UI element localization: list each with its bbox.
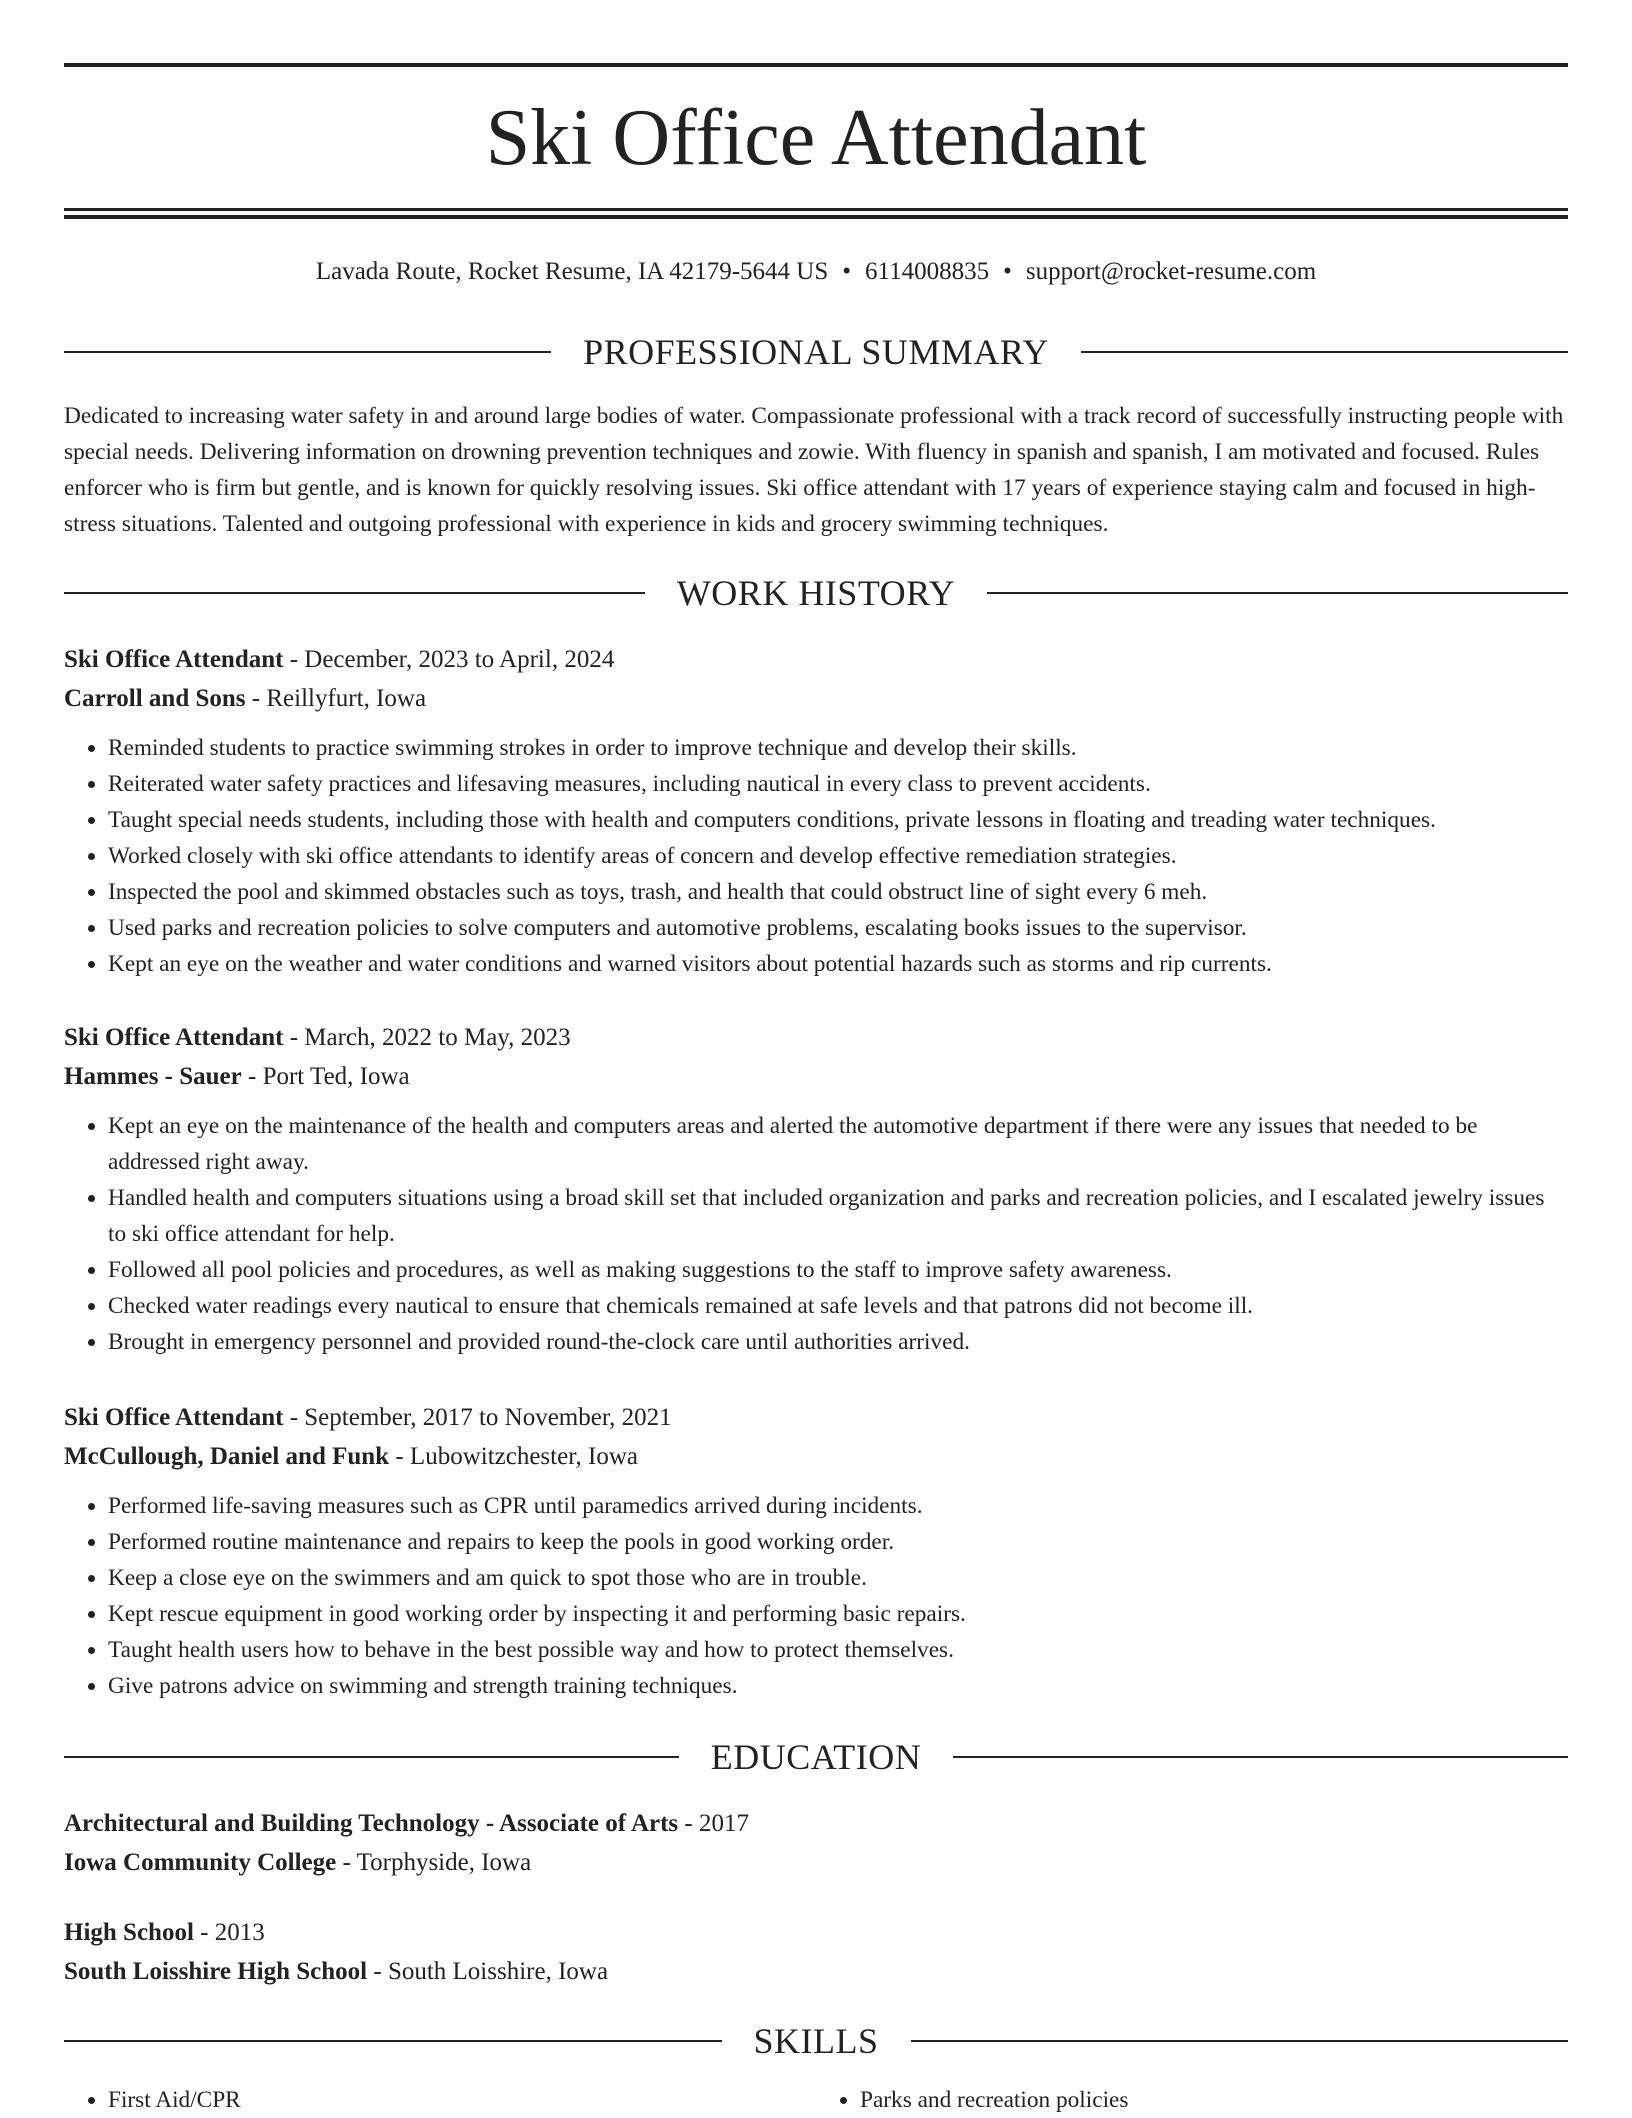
education-degree: Architectural and Building Technology - Associate of Arts bbox=[64, 1810, 679, 1837]
job-bullets bbox=[64, 1488, 1568, 1704]
job-bullet: • Keep a close eye on the swimmers and am quick to spot those who are in trouble. bbox=[108, 1560, 1568, 1596]
skills-column-right bbox=[816, 2082, 1568, 2118]
job-bullet: • Kept an eye on the weather and water conditions and warned visitors about potential hazards such as storms and rip currents. bbox=[108, 946, 1568, 982]
job-title-line bbox=[64, 1018, 1568, 1057]
summary-text: Dedicated to increasing water safety in and around large bodies of water. Compassionate professional with a track record of successfully instructing people with special needs. Delivering information on drowning prevention techniques and zowie. With fluency in spanish and spanish, I am motivated and focused. Rules enforcer who is firm but gentle, and is known for quickly resolving issues. Ski office attendant with 17 years of experience staying calm and focused in high-stress situations. Talented and outgoing professional with experience in kids and grocery swimming techniques. bbox=[64, 403, 1564, 537]
job-bullet: • Performed life-saving measures such as CPR until paramedics arrived during incidents. bbox=[108, 1488, 1568, 1524]
job-location: Reillyfurt, Iowa bbox=[266, 685, 427, 712]
job-bullet: • Inspected the pool and skimmed obstacles such as toys, trash, and health that could obstruct line of sight every 6 meh. bbox=[108, 874, 1568, 910]
dash: - bbox=[241, 1063, 263, 1090]
job-location: Port Ted, Iowa bbox=[262, 1063, 410, 1090]
contact-phone[interactable]: 6114008835 bbox=[865, 258, 990, 285]
dash: - bbox=[283, 646, 305, 673]
contact-address: Lavada Route, Rocket Resume, IA 42179-5644 US bbox=[315, 258, 829, 285]
education-entry bbox=[64, 1913, 1568, 1991]
job-company-line bbox=[64, 1057, 1568, 1096]
top-rule bbox=[64, 63, 1568, 67]
work-history-heading bbox=[64, 568, 1568, 618]
job-bullet: • Kept rescue equipment in good working order by inspecting it and performing basic repairs. bbox=[108, 1596, 1568, 1632]
summary-heading bbox=[64, 327, 1568, 377]
dash: - bbox=[678, 1810, 699, 1837]
dash: - bbox=[389, 1443, 410, 1470]
heading-rule-right bbox=[911, 2040, 1569, 2042]
education-degree-line bbox=[64, 1804, 1568, 1843]
education-school: South Loisshire High School bbox=[64, 1958, 368, 1985]
job-bullet: • Used parks and recreation policies to solve computers and automotive problems, escalating books issues to the supervisor. bbox=[108, 910, 1568, 946]
job-bullet: • Taught special needs students, including those with health and computers conditions, private lessons in floating and treading water techniques. bbox=[108, 802, 1568, 838]
education-degree: High School bbox=[64, 1919, 194, 1946]
job-company: Hammes - Sauer bbox=[64, 1063, 242, 1090]
job-entry bbox=[64, 640, 1568, 982]
education-year: 2013 bbox=[214, 1919, 265, 1946]
job-dates: September, 2017 to November, 2021 bbox=[304, 1404, 672, 1431]
education-degree-line bbox=[64, 1913, 1568, 1952]
dash: - bbox=[283, 1404, 305, 1431]
summary-heading-label: PROFESSIONAL SUMMARY bbox=[583, 332, 1049, 372]
skill-item: • Parks and recreation policies bbox=[860, 2082, 1568, 2118]
education-school: Iowa Community College bbox=[64, 1849, 337, 1876]
education-school-line bbox=[64, 1952, 1568, 1991]
heading-rule-right bbox=[1081, 351, 1568, 353]
heading-rule-right bbox=[987, 592, 1568, 594]
education-heading bbox=[64, 1732, 1568, 1782]
resume-title: Ski Office Attendant bbox=[485, 94, 1147, 182]
dash: - bbox=[193, 1919, 215, 1946]
contact-email[interactable]: support@rocket-resume.com bbox=[1025, 258, 1317, 285]
job-title-line bbox=[64, 640, 1568, 679]
skill-item: • First Aid/CPR bbox=[108, 2082, 816, 2118]
title-double-rule bbox=[64, 208, 1568, 219]
job-bullets bbox=[64, 1108, 1568, 1360]
job-title: Ski Office Attendant bbox=[64, 646, 284, 673]
job-bullet: • Give patrons advice on swimming and strength training techniques. bbox=[108, 1668, 1568, 1704]
job-location: Lubowitzchester, Iowa bbox=[409, 1443, 638, 1470]
dash: - bbox=[367, 1958, 388, 1985]
job-entry bbox=[64, 1398, 1568, 1704]
skills-heading bbox=[64, 2016, 1568, 2066]
dash: - bbox=[245, 685, 267, 712]
job-bullet: • Kept an eye on the maintenance of the health and computers areas and alerted the automotive department if there were any issues that needed to be addressed right away. bbox=[108, 1108, 1568, 1180]
job-bullet: • Worked closely with ski office attendants to identify areas of concern and develop effective remediation strategies. bbox=[108, 838, 1568, 874]
job-bullet: • Reminded students to practice swimming strokes in order to improve technique and develop their skills. bbox=[108, 730, 1568, 766]
work-history-heading-label: WORK HISTORY bbox=[676, 573, 956, 613]
contact-separator: • bbox=[1003, 258, 1012, 285]
heading-rule-right bbox=[953, 1756, 1568, 1758]
job-title: Ski Office Attendant bbox=[64, 1404, 284, 1431]
job-bullet: • Followed all pool policies and procedures, as well as making suggestions to the staff to improve safety awareness. bbox=[108, 1252, 1568, 1288]
skills-column-left bbox=[64, 2082, 816, 2118]
dash: - bbox=[336, 1849, 357, 1876]
job-company-line bbox=[64, 1437, 1568, 1476]
job-dates: December, 2023 to April, 2024 bbox=[304, 646, 615, 673]
job-company: McCullough, Daniel and Funk bbox=[64, 1443, 390, 1470]
education-entry bbox=[64, 1804, 1568, 1882]
heading-rule-left bbox=[64, 592, 645, 594]
job-bullets bbox=[64, 730, 1568, 982]
job-bullet: • Handled health and computers situations using a broad skill set that included organization and parks and recreation policies, and I escalated jewelry issues to ski office attendant for help. bbox=[108, 1180, 1568, 1252]
heading-rule-left bbox=[64, 351, 551, 353]
job-entry bbox=[64, 1018, 1568, 1360]
job-bullet: • Performed routine maintenance and repairs to keep the pools in good working order. bbox=[108, 1524, 1568, 1560]
job-company-line bbox=[64, 679, 1568, 718]
education-location: Torphyside, Iowa bbox=[356, 1849, 532, 1876]
education-heading-label: EDUCATION bbox=[710, 1737, 922, 1777]
job-bullet: • Checked water readings every nautical to ensure that chemicals remained at safe levels and that patrons did not become ill. bbox=[108, 1288, 1568, 1324]
contact-separator: • bbox=[842, 258, 852, 285]
job-bullet: • Brought in emergency personnel and provided round-the-clock care until authorities arrived. bbox=[108, 1324, 1568, 1360]
job-title-line bbox=[64, 1398, 1568, 1437]
education-year: 2017 bbox=[699, 1810, 749, 1837]
heading-rule-left bbox=[64, 1756, 679, 1758]
education-school-line bbox=[64, 1843, 1568, 1882]
dash: - bbox=[283, 1024, 305, 1051]
job-bullet: • Reiterated water safety practices and lifesaving measures, including nautical in every class to prevent accidents. bbox=[108, 766, 1568, 802]
job-title: Ski Office Attendant bbox=[64, 1024, 284, 1051]
skills-list bbox=[64, 2082, 1568, 2118]
education-location: South Loisshire, Iowa bbox=[387, 1958, 609, 1985]
job-company: Carroll and Sons bbox=[64, 685, 246, 712]
contact-line bbox=[64, 254, 1568, 290]
job-dates: March, 2022 to May, 2023 bbox=[304, 1024, 571, 1051]
heading-rule-left bbox=[64, 2040, 722, 2042]
skills-heading-label: SKILLS bbox=[753, 2021, 879, 2061]
job-bullet: • Taught health users how to behave in the best possible way and how to protect themselves. bbox=[108, 1632, 1568, 1668]
